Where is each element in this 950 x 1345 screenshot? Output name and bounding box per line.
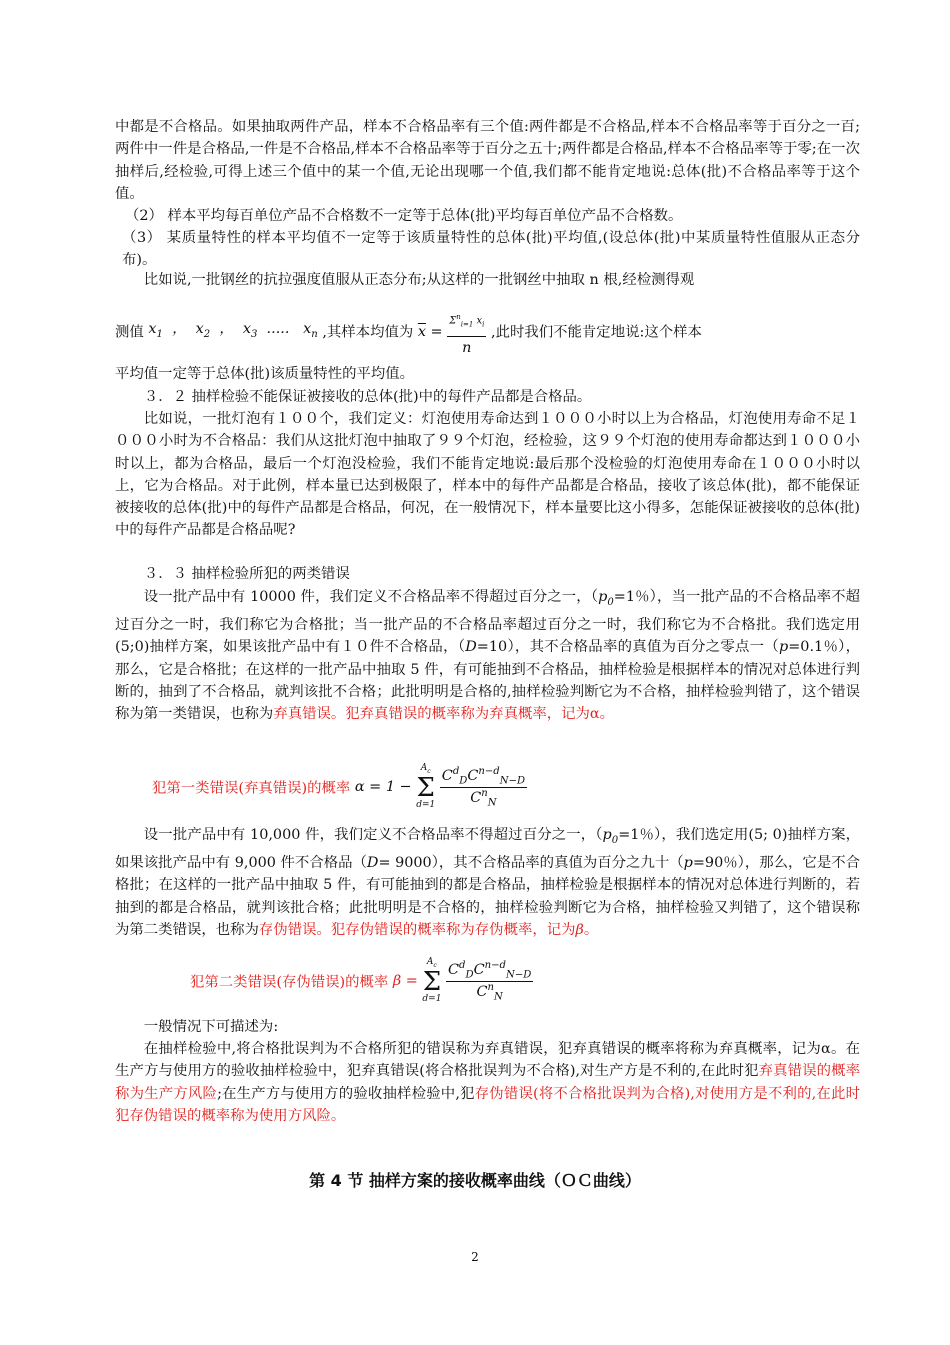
section-3-2-title: ３．２ 抽样检验不能保证被接收的总体(批)中的每件产品都是合格品。 bbox=[143, 389, 592, 405]
paragraph-1: 中都是不合格品。如果抽取两件产品，样本不合格品率有三个值:两件都是不合格品,样本不合格品率等于百分之一百;两件中一件是合格品,一件是不合格品,样本不合格品率等于百分之五十;两件都是合格品,样本不合格品率等于零;在一次抽样后,经检验,可得上述三个值中的某一个值,无论出现哪一个值,我们都不能肯定地说:总体(批)不合格品率等于这个值。 bbox=[115, 119, 860, 202]
p-symbol-2: p bbox=[683, 855, 693, 872]
p9-part-b: =1％），我们选定用(5; 0)抽样方案，如果该批产品中有 9,000 件不合格品（ bbox=[115, 827, 860, 872]
p8-part-b: =1％），当一批产品的不合格品率不超过百分之一时，我们称它为合格批；当一批产品的不合格品率超过百分之一时，我们称它为不合格批。我们选定用(5;0)抽样方案，如果该批产品中有１０件不合格品，（ bbox=[115, 589, 861, 656]
sample-mean-formula: $\overline{x}$ = $\frac{\Sigma^n_{i=1} x_i}{n}$ bbox=[418, 324, 491, 340]
p8-part-a: 设一批产品中有 10000 件，我们定义不合格品率不得超过百分之一，（ bbox=[143, 589, 599, 605]
D-symbol: D bbox=[465, 639, 477, 656]
p11-part-d-red: 存伪错误(将不合格批误判为合格),对使用方是不利的,在此时犯存伪错误的概率称为使用方风险。 bbox=[115, 1085, 860, 1124]
p9-part-c: = 9000），其不合格品率的真值为百分之九十（ bbox=[378, 855, 684, 872]
paragraph-3: （3） 某质量特性的样本平均值不一定等于该质量特性的总体(批)平均值,(设总体(批)中某质量特性值服从正态分布)。 bbox=[122, 230, 860, 269]
p8-part-d: =0.1％），那么，它是合格批；在这样的一批产品中抽取 5 件，有可能抽到不合格品，抽样检验是根据样本的情况对总体进行判断的，抽到了不合格品，就判该批不合格；此批明明是合格的,抽样检验判断它为不合格，抽样检验判错了，这个错误称为第一类错误，也称为 bbox=[115, 639, 860, 723]
paragraph-8 bbox=[115, 586, 860, 726]
paragraph-4: 比如说,一批钢丝的抗拉强度值服从正态分布;从这样的一批钢丝中抽取 n 根,经检测得观 bbox=[143, 272, 695, 288]
p9-part-e-red: 存伪错误。犯存伪错误的概率称为存伪概率，记为 bbox=[258, 922, 576, 939]
p8-part-e-red: 弃真错误。犯弃真错误的概率称为弃真概率，记为α。 bbox=[273, 706, 615, 723]
formula-alpha: 犯第一类错误(弃真错误)的概率 α = 1 − $A_c$ Σ d=1 $\frac{C^d_DC^{n-d}_{N-D}}{C^n_N}$ bbox=[152, 763, 526, 811]
p9-part-a: 设一批产品中有 10,000 件，我们定义不合格品率不得超过百分之一，（ bbox=[143, 827, 603, 843]
section-3-3-title: ３．３ 抽样检验所犯的两类错误 bbox=[143, 566, 350, 582]
paragraph-11 bbox=[115, 1038, 860, 1127]
paragraph-9: 设一批产品中有 10,000 件，我们定义不合格品率不得超过百分之一，（$p_0=1$％），我们选定用(5; 0)抽样方案，如果该批产品中有 9,000 件不合格品（D= 9000），其不合格品率的真值为百分之九十（p=90％），那么，它是不合格批；在这样的一批产品中抽取 5 件，有可能抽到的都是合格品，抽样检验是根据样本的情况对总体进行判断的，若抽到的都是合格品，就判该批合格；此批明明是不合格的，抽样检验判断它为合格，抽样检验又判错了，这个错误称为第二类错误，也称为存伪错误。犯存伪错误的概率称为存伪概率，记为β。 bbox=[115, 827, 861, 939]
paragraph-7: 比如说，一批灯泡有１００个，我们定义：灯泡使用寿命达到１０００小时以上为合格品，灯泡使用寿命不足１０００小时为不合格品：我们从这批灯泡中抽取了９９个灯泡，经检验，这９９个灯泡的使用寿命都达到１０００小时以上，都为合格品，最后一个灯泡没检验，我们不能肯定地说:最后那个没检验的灯泡使用寿命在１０００小时以上，它为合格品。对于此例，样本量已达到极限了，样本中的每件产品都是合格品，接收了该总体(批)，都不能保证被接收的总体(批)中的每件产品都是合格品，何况，在一般情况下，样本量要比这小得多，怎能保证被接收的总体(批)中的每件产品都是合格品呢? bbox=[115, 411, 860, 539]
paragraph-10: 一般情况下可描述为: bbox=[143, 1019, 279, 1035]
p11-part-c: ;在生产方与使用方的验收抽样检验中,犯 bbox=[217, 1085, 475, 1102]
observed-values-label: 测值 bbox=[115, 324, 144, 341]
page-number: 2 bbox=[471, 1250, 479, 1264]
p0-symbol-2: $p_0$ bbox=[602, 827, 619, 846]
p11-part-b-red: 弃真错误的概率称为生产方风险 bbox=[115, 1063, 860, 1102]
paragraph-2: （2） 样本平均每百单位产品不合格数不一定等于总体(批)平均每百单位产品不合格数。 bbox=[125, 208, 683, 224]
formula-beta-label: 犯第二类错误(存伪错误)的概率 bbox=[190, 974, 389, 991]
paragraph-6: 平均值一定等于总体(批)该质量特性的平均值。 bbox=[115, 366, 415, 382]
formula-alpha-label: 犯第一类错误(弃真错误)的概率 bbox=[152, 780, 351, 797]
p9-part-d: =90％），那么，它是不合格批；在这样的一批产品中抽取 5 件，有可能抽到的都是合格品，抽样检验是根据样本的情况对总体进行判断的，若抽到的都是合格品，就判该批合格；此批明明是不合格的，抽样检验判断它为合格，抽样检验又判错了，这个错误称为第二类错误，也称为 bbox=[115, 855, 861, 939]
sample-mean-label: ,其样本均值为 bbox=[322, 324, 414, 341]
sample-mean-conclusion: ,此时我们不能肯定地说:这个样本 bbox=[491, 324, 702, 341]
sigma-icon-2: $A_c$ Σ d=1 bbox=[422, 957, 442, 1005]
p0-symbol: $p_0$ bbox=[598, 589, 614, 608]
formula-beta: 犯第二类错误(存伪错误)的概率 β = $A_c$ Σ d=1 $\frac{C^d_DC^{n-d}_{N-D}}{C^n_N}$ bbox=[190, 957, 532, 1005]
observed-values: $x_1$ ， $x_2$ ， $x_3$ ..... $x_n$ bbox=[148, 321, 318, 341]
sample-mean-line bbox=[115, 306, 860, 362]
beta-symbol: β bbox=[575, 922, 584, 939]
p-symbol: p bbox=[779, 639, 789, 656]
sigma-icon: $A_c$ Σ d=1 bbox=[416, 763, 436, 811]
p11-part-a: 在抽样检验中,将合格批误判为不合格所犯的错误称为弃真错误，犯弃真错误的概率将称为弃真概率，记为α。在生产方与使用方的验收抽样检验中，犯弃真错误(将合格批误判为不合格),对生产方是不利的,在此时犯 bbox=[115, 1041, 860, 1080]
p8-part-c: =10），其不合格品率的真值为百分之零点一（ bbox=[476, 639, 780, 656]
D-symbol-2: D bbox=[366, 855, 379, 872]
section-4-heading: 第 4 节 抽样方案的接收概率曲线（ＯＣ曲线） bbox=[309, 1171, 641, 1190]
